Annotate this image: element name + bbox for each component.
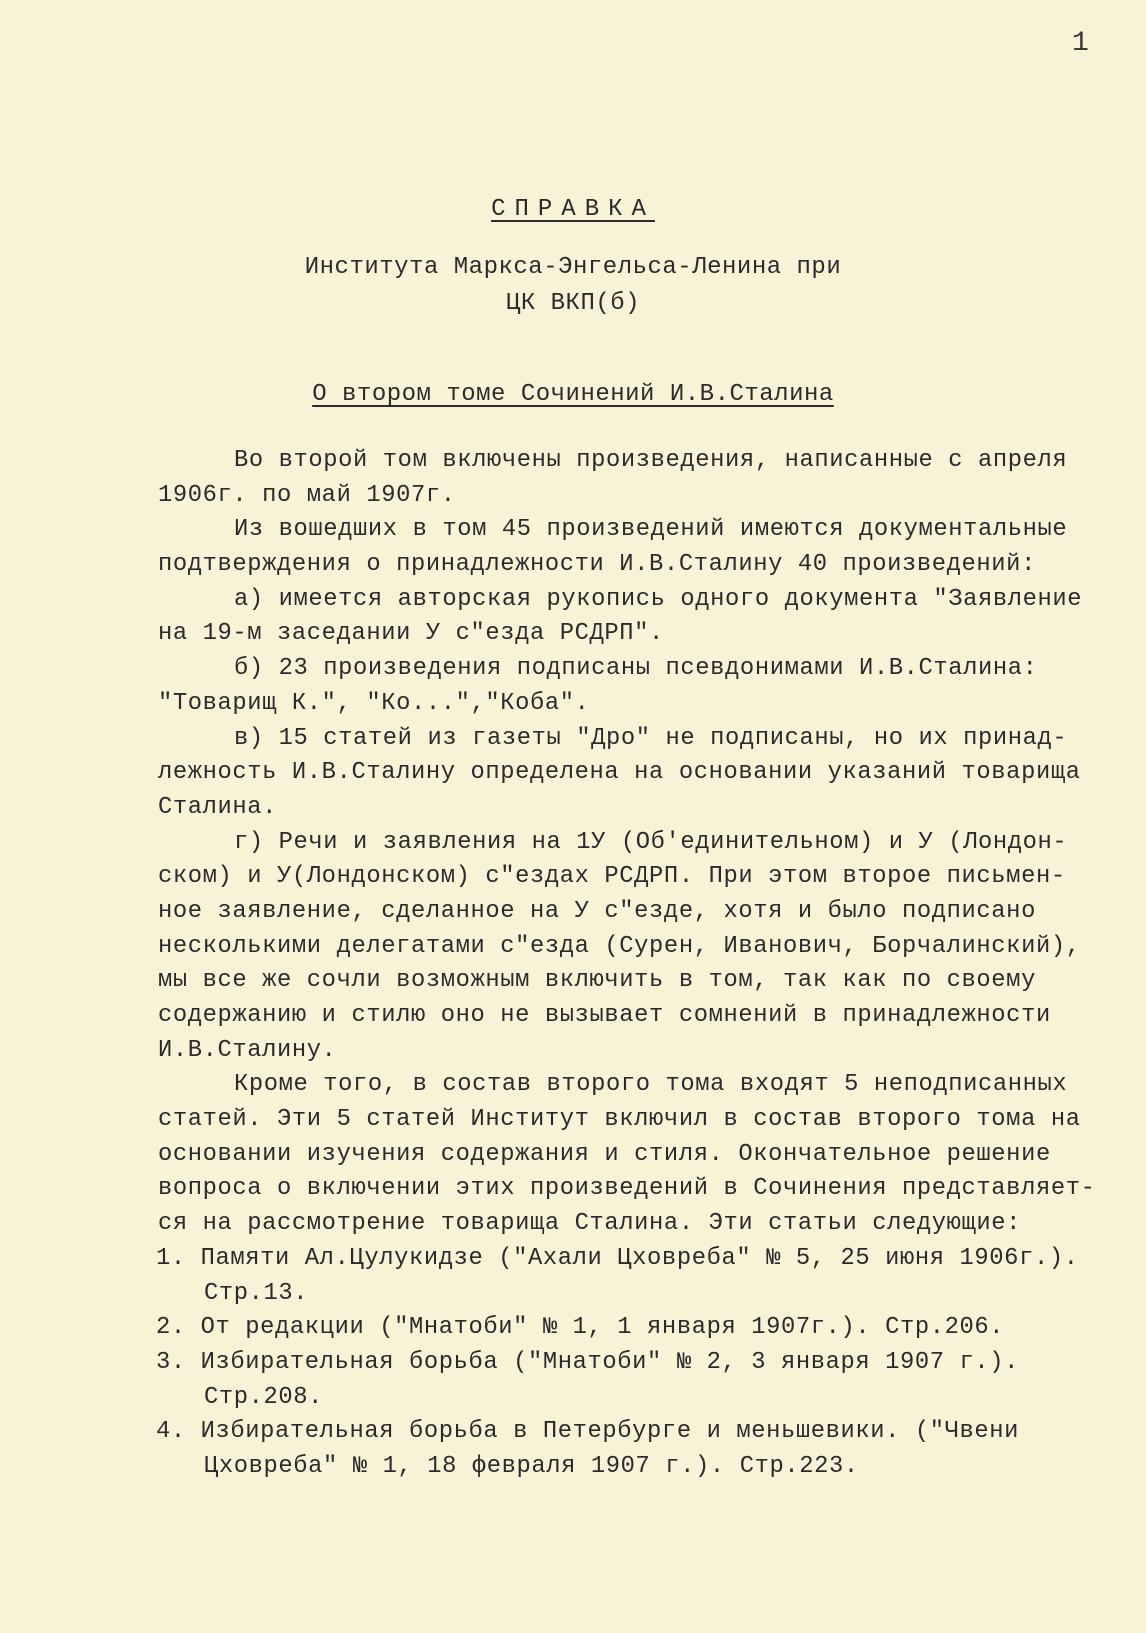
body-line: вопроса о включении этих произведений в Сочинения представляет- xyxy=(158,1175,1096,1203)
body-line: ском) и У(Лондонском) с"ездах РСДРП. При этом второе письмен- xyxy=(158,863,1066,891)
document-subject: О втором томе Сочинений И.В.Сталина xyxy=(312,381,834,408)
body-line: несколькими делегатами с"езда (Сурен, Иванович, Борчалинский), xyxy=(158,932,1081,960)
body-line: лежность И.В.Сталину определена на основании указаний товарища xyxy=(158,759,1081,787)
list-item: 1. Памяти Ал.Цулукидзе ("Ахали Цховреба" № 5, 25 июня 1906г.). xyxy=(156,1244,1079,1272)
body-line: мы все же сочли возможным включить в том, так как по своему xyxy=(158,967,1036,995)
body-line: г) Речи и заявления на 1У (Об'единительном) и У (Лондон- xyxy=(234,828,1068,856)
list-item: 2. От редакции ("Мнатоби" № 1, 1 января 1907г.). Стр.206. xyxy=(156,1314,1005,1342)
body-line: а) имеется авторская рукопись одного документа "Заявление xyxy=(234,585,1083,613)
list-item-continuation: Цховреба" № 1, 18 февраля 1907 г.). Стр.223. xyxy=(204,1452,859,1480)
page-number: 1 xyxy=(1072,28,1089,59)
document-title: СПРАВКА xyxy=(491,196,655,223)
body-line: б) 23 произведения подписаны псевдонимами И.В.Сталина: xyxy=(234,655,1038,683)
body-line: Кроме того, в состав второго тома входят 5 неподписанных xyxy=(234,1071,1068,1099)
body-line: ное заявление, сделанное на У с"езде, хотя и было подписано xyxy=(158,897,1036,925)
body-line: "Товарищ К.", "Ко...","Коба". xyxy=(158,689,590,717)
body-line: основании изучения содержания и стиля. Окончательное решение xyxy=(158,1140,1051,1168)
body-line: на 19-м заседании У с"езда РСДРП". xyxy=(158,620,664,648)
body-line: 1906г. по май 1907г. xyxy=(158,481,456,509)
body-line: ся на рассмотрение товарища Сталина. Эти статьи следующие: xyxy=(158,1210,1022,1238)
body-line: подтверждения о принадлежности И.В.Сталину 40 произведений: xyxy=(158,551,1036,579)
body-line: содержанию и стилю оно не вызывает сомнений в принадлежности xyxy=(158,1002,1051,1029)
body-line: Сталина. xyxy=(158,793,278,821)
body-line: И.В.Сталину. xyxy=(158,1036,337,1064)
body-line: Из вошедших в том 45 произведений имеются документальные xyxy=(234,516,1068,544)
institution-line-2: ЦК ВКП(б) xyxy=(505,290,641,317)
body-line: в) 15 статей из газеты "Дро" не подписаны, но их принад- xyxy=(234,724,1068,752)
list-item: 3. Избирательная борьба ("Мнатоби" № 2, 3 января 1907 г.). xyxy=(156,1348,1020,1376)
document-body xyxy=(156,444,1096,1485)
list-item-continuation: Стр.208. xyxy=(204,1383,324,1411)
list-item: 4. Избирательная борьба в Петербурге и меньшевики. ("Чвени xyxy=(156,1418,1020,1446)
body-line: Во второй том включены произведения, написанные с апреля xyxy=(234,447,1068,474)
institution-line-1: Института Маркса-Энгельса-Ленина при xyxy=(304,254,842,281)
list-item-continuation: Стр.13. xyxy=(204,1279,309,1307)
body-line: статей. Эти 5 статей Институт включил в состав второго тома на xyxy=(158,1106,1081,1134)
